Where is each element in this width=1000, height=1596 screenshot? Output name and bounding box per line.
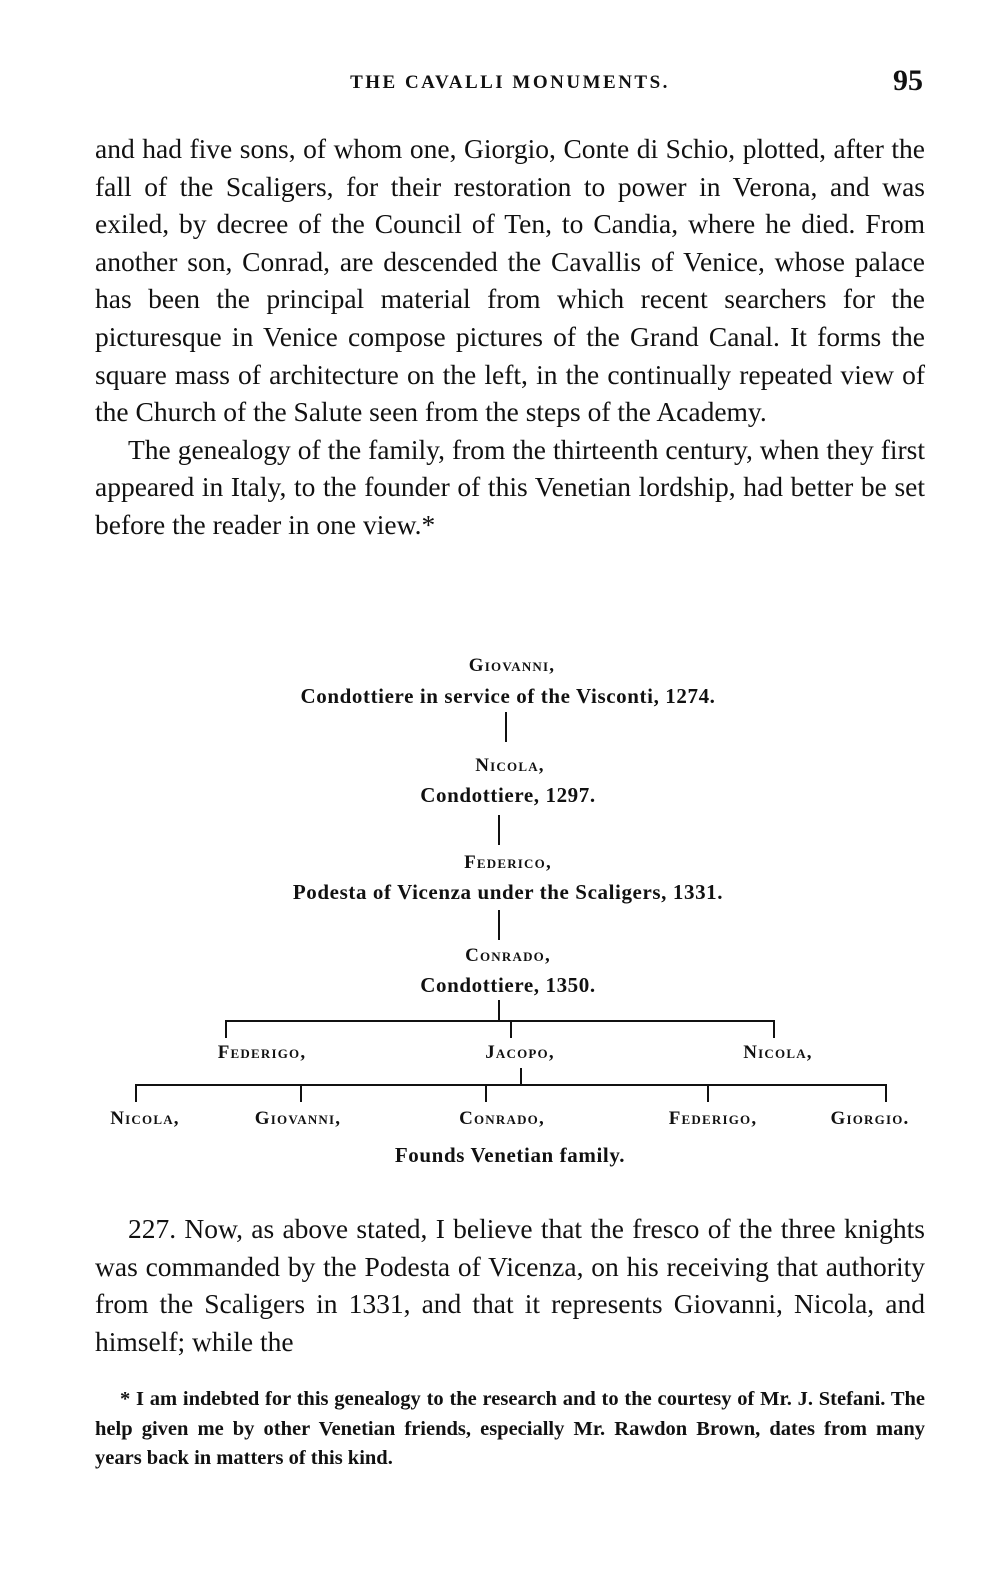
footnote: * I am indebted for this genealogy to the research and to the courtesy of Mr. J. Stefani. The help given me by other Venetian friends, especially Mr. Rawdon Brown, dates from many years back in matters of this kind. <box>95 1388 925 1469</box>
tree-desc-conrado: Condottiere, 1350. <box>420 973 596 997</box>
tree-line <box>135 1084 887 1086</box>
tree-son-nicola: Nicola, <box>743 1042 813 1063</box>
tree-line <box>498 910 500 940</box>
tree-line <box>135 1084 137 1102</box>
tree-desc-federico: Podesta of Vicenza under the Scaligers, 1331. <box>292 880 724 904</box>
tree-line <box>225 1020 775 1022</box>
tree-name-giovanni: Giovanni, <box>468 655 556 676</box>
tree-grandson-conrado: Conrado, <box>459 1108 545 1129</box>
tree-founder-note: Founds Venetian family. <box>394 1143 626 1167</box>
tree-line <box>300 1084 302 1102</box>
tree-son-federigo: Federigo, <box>217 1042 307 1063</box>
running-header <box>95 62 925 102</box>
tree-name-conrado: Conrado, <box>465 945 551 966</box>
tree-line <box>485 1084 487 1102</box>
tree-son-jacopo: Jacopo, <box>485 1042 555 1063</box>
tree-grandson-giorgio: Giorgio. <box>830 1108 910 1129</box>
running-title: THE CAVALLI MONUMENTS. <box>350 72 670 93</box>
tree-line <box>707 1084 709 1102</box>
tree-grandson-giovanni: Giovanni, <box>254 1108 342 1129</box>
tree-line <box>510 1020 512 1038</box>
tree-grandson-federigo: Federigo, <box>668 1108 758 1129</box>
page-number: 95 <box>893 64 923 97</box>
tree-desc-giovanni: Condottiere in service of the Visconti, 1274. <box>300 684 716 708</box>
tree-line <box>773 1020 775 1038</box>
paragraph-227: 227. Now, as above stated, I believe that the fresco of the three knights was commanded by the Podesta of Vicenza, on his receiving that authority from the Scaligers in 1331, and that it represents Giovanni, Nicola, and himself; while the <box>95 1213 925 1357</box>
main-text-top <box>95 130 925 544</box>
paragraph-continuation: and had five sons, of whom one, Giorgio, Conte di Schio, plotted, after the fall of the Scaligers, for their restoration to power in Verona, and was exiled, by decree of the Council of Ten, to Candia, where he died. From another son, Conrad, are descended the Cavallis of Venice, whose palace has been the principal material from which recent searchers for the picturesque in Venice compose pictures of the Grand Canal. It forms the square mass of architecture on the left, in the continually repeated view of the Church of the Salute seen from the steps of the Academy. <box>95 133 925 428</box>
main-text-bottom <box>95 1210 925 1360</box>
tree-grandson-nicola: Nicola, <box>110 1108 180 1129</box>
tree-line <box>498 1000 500 1020</box>
tree-line <box>498 815 500 845</box>
tree-desc-nicola: Condottiere, 1297. <box>420 783 596 807</box>
tree-line <box>505 712 507 742</box>
tree-name-federico: Federico, <box>464 852 552 873</box>
paragraph-genealogy-intro: The genealogy of the family, from the thirteenth century, when they first appeared in Italy, to the founder of this Venetian lordship, had better be set before the reader in one view.* <box>95 433 925 540</box>
tree-line <box>885 1084 887 1102</box>
tree-line <box>520 1068 522 1084</box>
tree-name-nicola: Nicola, <box>475 755 545 776</box>
tree-line <box>225 1020 227 1038</box>
